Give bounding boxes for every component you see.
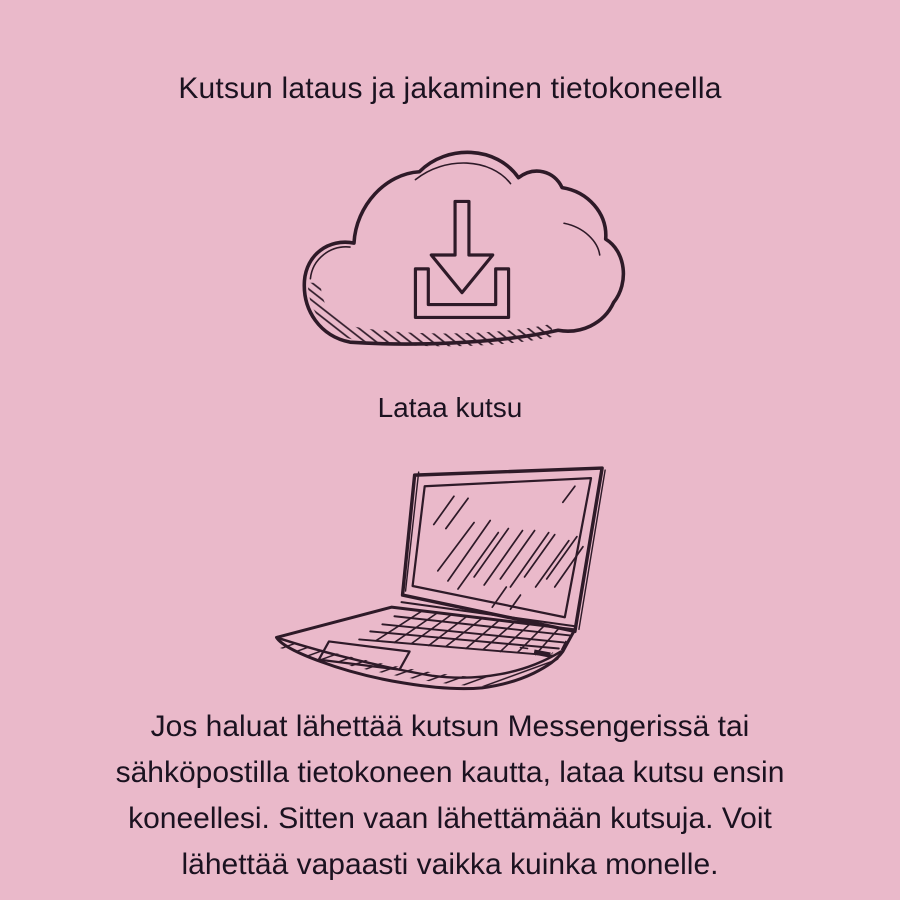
laptop-icon bbox=[250, 458, 674, 710]
body-paragraph: Jos haluat lähettää kutsun Messengerissä tai sähköpostilla tietokoneen kautta, lataa kutsu ensin koneellesi. Sitten vaan lähettämään kutsuja. Voit lähettää vapaasti vaikka kuinka monelle. bbox=[115, 710, 785, 881]
page-title: Kutsun lataus ja jakaminen tietokoneella bbox=[178, 72, 722, 105]
cloud-download-icon bbox=[297, 144, 627, 362]
cloud-caption: Lataa kutsu bbox=[377, 392, 523, 423]
